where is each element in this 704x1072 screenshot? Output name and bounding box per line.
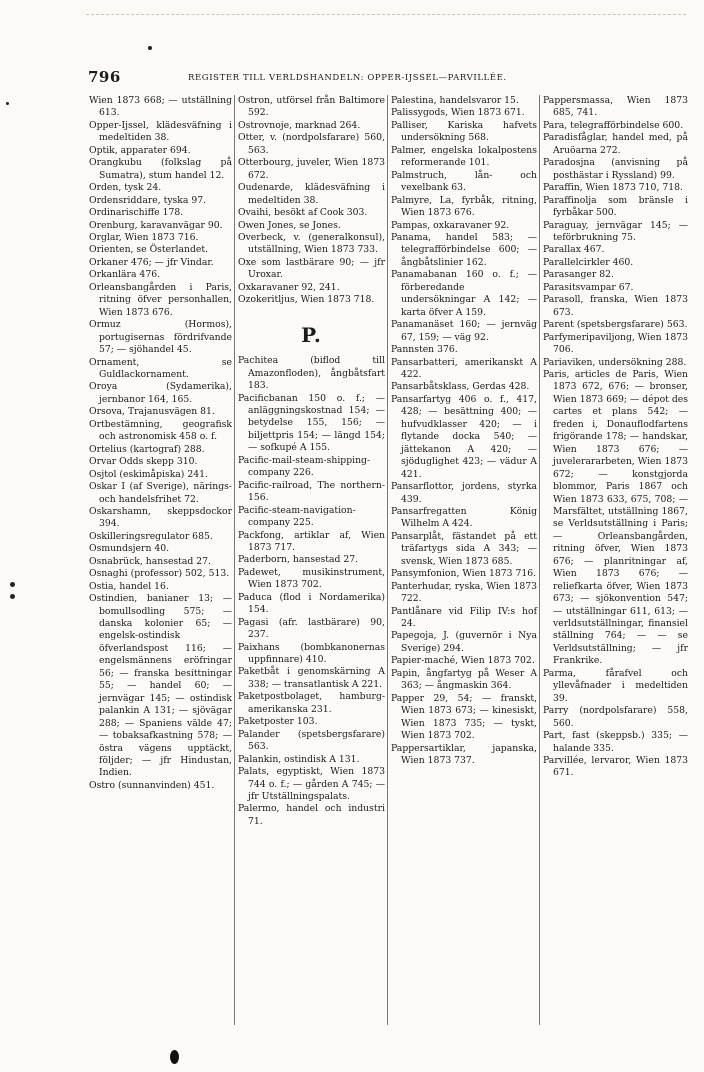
- index-entry: Osjtol (eskimåpiska) 241.: [89, 468, 208, 480]
- index-entry: Orvar Odds skepp 310.: [89, 456, 198, 468]
- index-entry: Parallax 467.: [543, 244, 605, 256]
- margin-mark: [10, 582, 15, 587]
- index-entry: Parasitsvampar 67.: [543, 281, 634, 293]
- index-entry: Oroya (Sydamerika), jernbanor 164, 165.: [89, 381, 232, 405]
- index-entry: Ostia, handel 16.: [89, 580, 169, 592]
- index-entry: Ozokeritljus, Wien 1873 718.: [238, 294, 375, 306]
- index-entry: Pariaviken, undersökning 288.: [543, 356, 687, 368]
- index-entry: Orglar, Wien 1873 716.: [89, 231, 199, 243]
- index-entry: Oxkaravaner 92, 241.: [238, 281, 340, 293]
- index-entry: Pacific-steam-navigation-company 225.: [238, 504, 356, 529]
- index-entry: Paraguay, jernvägar 145; — teförbrukning 75.: [543, 219, 688, 243]
- index-entry: Paduca (flod i Nordamerika) 154.: [238, 591, 385, 616]
- index-entry: Pansymfonion, Wien 1873 716.: [391, 568, 537, 580]
- index-entry: Parasanger 82.: [543, 269, 614, 281]
- margin-mark: [6, 102, 9, 105]
- index-entry: Orleansbangården i Paris, ritning öfver personhallen, Wien 1873 676.: [89, 281, 232, 318]
- index-entry: Pampas, oxkaravaner 92.: [391, 219, 510, 231]
- index-entry: Parma, fårafvel och yllevåfnader i medeltiden 39.: [543, 667, 688, 704]
- margin-mark: [10, 594, 15, 599]
- index-entry: Palmyre, La, fyrbåk, ritning, Wien 1873 676.: [391, 194, 537, 219]
- index-entry: Pansarplåt, fästandet på ett träfartygs sida A 343; — svensk, Wien 1873 685.: [391, 530, 537, 567]
- index-entry: Palander (spetsbergsfarare) 563.: [238, 728, 385, 753]
- index-entry: Orenburg, karavanvägar 90.: [89, 219, 223, 231]
- index-entry: Pansarfartyg 406 o. f., 417, 428; — besättning 400; — hufvudklasser 420; — i flytande docka 540; — jättekanon A 420; — sjöduglighet 423; — vädur A 421.: [391, 393, 537, 480]
- index-entry: Palmer, engelska lokalpostens reformerande 101.: [391, 144, 537, 169]
- index-entry: Ostro (sunnanvinden) 451.: [89, 779, 215, 791]
- index-entry: Packfong, artiklar af, Wien 1873 717.: [238, 529, 385, 553]
- index-entry: Parasoll, franska, Wien 1873 673.: [543, 294, 688, 318]
- index-entry: Palermo, handel och industri 71.: [238, 803, 385, 827]
- index-entry: Ortelius (kartograf) 288.: [89, 443, 205, 455]
- index-entry: Pacific-mail-steam-shipping-company 226.: [238, 454, 371, 479]
- index-entry: Paraffinolja som bränsle i fyrbåkar 500.: [543, 194, 688, 219]
- index-entry: Orden, tysk 24.: [89, 182, 162, 194]
- index-entry: Ostrovnoje, marknad 264.: [238, 119, 361, 131]
- index-column-4: [539, 95, 690, 1025]
- index-entry: Para, telegrafförbindelse 600.: [543, 119, 684, 131]
- index-entry: Pansarflottor, jordens, styrka 439.: [391, 481, 537, 505]
- index-entry: Paketpostbolaget, hamburg-amerikanska 231.: [238, 691, 385, 715]
- index-entry: Ordinarischiffe 178.: [89, 207, 184, 219]
- index-entry: Panama, handel 583; — telegrafförbindelse 600; — ångbåtslinier 162.: [391, 231, 537, 268]
- index-entry: Pagasi (afr. lastbärare) 90, 237.: [238, 616, 385, 641]
- index-entry: Ostron, utförsel från Baltimore 592.: [238, 95, 385, 119]
- index-entry: Palliser, Kariska hafvets undersökning 568.: [391, 119, 537, 144]
- index-entry: Padewet, musikinstrument, Wien 1873 702.: [238, 566, 385, 591]
- index-entry: Pansarfregatten König Wilhelm A 424.: [391, 505, 537, 530]
- index-entry: Oskarshamn, skeppsdockor 394.: [89, 505, 232, 530]
- index-entry: Parry (nordpolsfarare) 558, 560.: [543, 705, 688, 729]
- index-entry: Opper-Ijssel, klädesväfning i medeltiden 38.: [89, 119, 232, 144]
- index-entry: Otterbourg, juveler, Wien 1873 672.: [238, 157, 385, 181]
- page-number: 796: [88, 68, 121, 86]
- index-entry: Orkaner 476; — jfr Vindar.: [89, 256, 214, 268]
- index-entry: Part, fast (skeppsb.) 335; — halande 335.: [543, 730, 688, 754]
- index-entry: Paketbåt i genomskärning A 338; — transatlantisk A 221.: [238, 666, 385, 690]
- index-column-3: [387, 95, 539, 1025]
- index-entry: Paradosjna (anvisning på posthästar i Ryssland) 99.: [543, 157, 688, 181]
- index-entry: Oskar I (af Sverige), närings- och handelsfrihet 72.: [89, 481, 232, 505]
- index-entry: Pappersmassa, Wien 1873 685, 741.: [543, 95, 688, 119]
- index-entry: Orsova, Trajanusvägen 81.: [89, 406, 215, 418]
- index-entry: Osnabrück, hansestad 27.: [89, 555, 211, 567]
- index-entry: Oudenarde, klädesväfning i medeltiden 38.: [238, 182, 385, 206]
- index-entry: Pantlånare vid Filip IV:s hof 24.: [391, 605, 537, 630]
- index-entry: Paraffin, Wien 1873 710, 718.: [543, 182, 683, 194]
- index-entry: Ortbestämning, geografisk och astronomisk 458 o. f.: [89, 418, 232, 443]
- running-title: REGISTER TILL VERLDSHANDELN: OPPER-IJSSEL—PARVILLÉE.: [188, 73, 507, 83]
- column-2-entries-o: [238, 95, 385, 307]
- index-entry: Palestina, handelsvaror 15.: [391, 95, 519, 106]
- index-entry: Pansarbåtsklass, Gerdas 428.: [391, 381, 530, 393]
- index-entry: Ostindien, banianer 13; — bomullsodling 575; — danska kolonier 65; — engelsk-ostindisk öfverlandspost 116; — engelsmännens eröfringar 56; — franska besittningar 55; — handel 60; — jernvägar 145; — ostindisk palankin A 131; — sjövägar 288; — Spaniens välde 47; — tobaksafkastning 578; — östra vägens upptäckt, följder; — jfr Hindustan, Indien.: [89, 593, 232, 779]
- index-entry: Paradisfåglar, handel med, på Aruöarna 272.: [543, 132, 688, 156]
- index-entry: Palissygods, Wien 1873 671.: [391, 107, 525, 119]
- index-entry: Parfymeripaviljong, Wien 1873 706.: [543, 331, 689, 356]
- index-entry: Pacificbanan 150 o. f.; — anläggningskostnad 154; — betydelse 155, 156; — biljettpris 154; — längd 154; — sofkupé A 155.: [238, 392, 385, 454]
- index-entry: Parvillée, lervaror, Wien 1873 671.: [543, 755, 688, 779]
- index-entry: Orienten, se Österlandet.: [89, 244, 209, 256]
- index-entry: Wien 1873 668; — utställning 613.: [89, 95, 232, 119]
- index-entry: Orangkubu (folkslag på Sumatra), stum handel 12.: [89, 157, 232, 181]
- section-letter-heading: P.: [301, 322, 322, 347]
- index-entry: Pannsten 376.: [391, 344, 458, 356]
- index-entry: Palats, egyptiskt, Wien 1873 744 o. f.; — gården A 745; — jfr Utställningspalats.: [238, 766, 385, 803]
- index-entry: Oxe som lastbärare 90; — jfr Uroxar.: [238, 256, 385, 281]
- index-entry: Ornament, se Guldlackornament.: [89, 356, 232, 380]
- index-entry: Paderborn, hansestad 27.: [238, 554, 359, 566]
- index-entry: Paris, articles de Paris, Wien 1873 672, 676; — bronser, Wien 1873 669; — dépot des cartes et plans 542; — freden i, Donauflodfartens frigörande 178; — handskar, Wien 1873 676; — juvelerararbeten, Wien 1873 672; — konstgjorda blommor, Paris 1867 och Wien 1873 633, 675, 708; — Marsfältet, utställning 1867, se Verldsutställning i Paris; — Orleansbangården, ritning öfver, Wien 1873 676; — planritningar af, Wien 1873 676; — reliefkarta öfver, Wien 1873 673; — sjökonvention 547; — utställningar 611, 613; — verldsutställningar, finansiel ställning 764; — — se Verldsutställning; — jfr Frankrike.: [543, 368, 688, 667]
- index-entry: Palankin, ostindisk A 131.: [238, 753, 360, 765]
- page-top-rule: [86, 14, 686, 15]
- index-entry: Optik, apparater 694.: [89, 144, 191, 156]
- index-entry: Orkanlära 476.: [89, 269, 161, 281]
- index-entry: Panamanäset 160; — jernväg 67, 159; — väg 92.: [391, 319, 537, 343]
- index-entry: Ormuz (Hormos), portugisernas fördrifvande 57; — sjöhandel 45.: [89, 319, 232, 356]
- index-entry: Oskilleringsregulator 685.: [89, 530, 213, 542]
- index-column-1: [86, 95, 234, 1025]
- index-entry: Panamabanan 160 o. f.; — förberedande undersökningar A 142; — karta öfver A 159.: [391, 269, 537, 318]
- index-entry: Papier-maché, Wien 1873 702.: [391, 655, 535, 667]
- index-column-2: [234, 95, 387, 1025]
- index-entry: Parallelcirkler 460.: [543, 256, 634, 268]
- index-entry: Ovaihi, besökt af Cook 303.: [238, 207, 368, 219]
- index-entry: Ordensriddare, tyska 97.: [89, 194, 207, 206]
- index-entry: Otter, v. (nordpolsfarare) 560, 563.: [238, 132, 385, 156]
- margin-mark: [148, 46, 152, 50]
- index-entry: Pacific-railroad, The northern- 156.: [238, 479, 385, 504]
- index-entry: Parent (spetsbergsfarare) 563.: [543, 319, 688, 331]
- index-entry: Owen Jones, se Jones.: [238, 219, 341, 231]
- index-entry: Pappersartiklar, japanska, Wien 1873 737.: [391, 742, 537, 767]
- index-entry: Osmundsjern 40.: [89, 543, 170, 555]
- index-entry: Pansarbatteri, amerikanskt A 422.: [391, 356, 537, 380]
- index-entry: Overbeck, v. (generalkonsul), utställning, Wien 1873 733.: [238, 231, 385, 256]
- index-entry: Panterhudar, ryska, Wien 1873 722.: [391, 580, 537, 605]
- index-entry: Paketposter 103.: [238, 716, 318, 728]
- index-columns: [86, 95, 690, 1025]
- index-entry: Pachitea (biflod till Amazonfloden), ångbåtsfart 183.: [238, 355, 385, 392]
- index-entry: Papegoja, J. (guvernör i Nya Sverige) 294.: [391, 630, 537, 654]
- ink-blot: [170, 1050, 179, 1064]
- index-entry: Papper 29, 54; — franskt, Wien 1873 673; — kinesiskt, Wien 1873 735; — tyskt, Wien 1873 702.: [391, 692, 537, 742]
- column-2-entries-p: [238, 355, 385, 828]
- index-entry: Palmstruch, lån- och vexelbank 63.: [391, 169, 537, 194]
- index-entry: Osnaghi (professor) 502, 513.: [89, 568, 230, 580]
- index-entry: Paixhans (bombkanonernas uppfinnare) 410.: [238, 641, 385, 666]
- index-entry: Papin, ångfartyg på Weser A 363; — ångmaskin 364.: [391, 667, 537, 692]
